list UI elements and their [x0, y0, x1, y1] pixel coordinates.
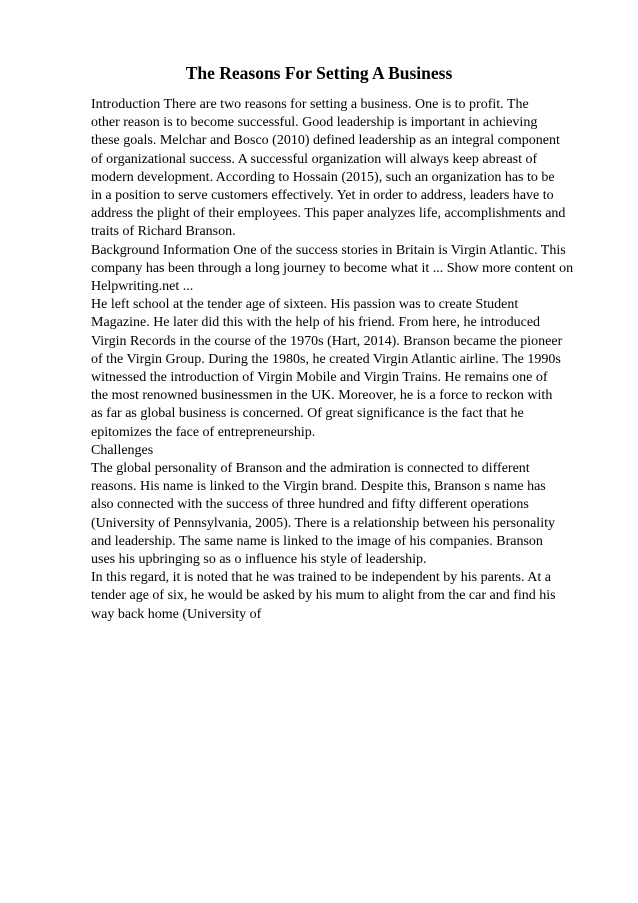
- text-line: uses his upbringing so as o influence his style of leadership.: [91, 552, 427, 568]
- text-line: In this regard, it is noted that he was trained to be independent by his parents. At a: [91, 570, 551, 586]
- document-title: The Reasons For Setting A Business: [185, 63, 453, 83]
- text-line: as far as global business is concerned. Of great significance is the fact that he: [91, 406, 524, 422]
- text-line: the most renowned businessmen in the UK. Moreover, he is a force to reckon with: [91, 388, 553, 404]
- text-line: also connected with the success of three hundred and fifty different operations: [91, 497, 529, 513]
- text-line: these goals. Melchar and Bosco (2010) defined leadership as an integral component: [91, 133, 560, 149]
- text-line: modern development. According to Hossain (2015), such an organization has to be: [91, 169, 555, 185]
- text-line: Virgin Records in the course of the 1970s (Hart, 2014). Branson became the pioneer: [91, 333, 563, 349]
- text-line: company has been through a long journey to become what it ... Show more content on: [91, 260, 574, 276]
- text-line: in a position to serve customers effectively. Yet in order to address, leaders have to: [91, 188, 554, 204]
- text-line: He left school at the tender age of sixteen. His passion was to create Student: [91, 297, 519, 313]
- text-line: traits of Richard Branson.: [91, 224, 236, 240]
- text-line: Introduction There are two reasons for setting a business. One is to profit. The: [91, 97, 529, 112]
- text-line: Magazine. He later did this with the help of his friend. From here, he introduced: [91, 315, 541, 331]
- text-line: other reason is to become successful. Good leadership is important in achieving: [91, 115, 538, 131]
- text-line: reasons. His name is linked to the Virgin brand. Despite this, Branson s name has: [91, 479, 546, 495]
- text-line: of the Virgin Group. During the 1980s, he created Virgin Atlantic airline. The 1990s: [91, 351, 561, 367]
- text-line: and leadership. The same name is linked to the image of his companies. Branson: [91, 533, 543, 549]
- text-line: Helpwriting.net ...: [91, 279, 194, 295]
- text-line: The global personality of Branson and the admiration is connected to different: [91, 461, 530, 477]
- text-line: witnessed the introduction of Virgin Mobile and Virgin Trains. He remains one of: [91, 370, 548, 386]
- text-line: address the plight of their employees. This paper analyzes life, accomplishments and: [91, 206, 566, 222]
- text-line: way back home (University of: [91, 606, 262, 622]
- text-line: Background Information One of the success stories in Britain is Virgin Atlantic. This: [91, 242, 566, 258]
- text-line: of organizational success. A successful organization will always keep abreast of: [91, 151, 538, 167]
- text-line: epitomizes the face of entrepreneurship.: [91, 424, 316, 440]
- text-line: Challenges: [91, 442, 154, 458]
- text-line: (University of Pennsylvania, 2005). There is a relationship between his personality: [91, 515, 555, 531]
- document-body: [91, 96, 611, 624]
- text-line: tender age of six, he would be asked by his mum to alight from the car and find his: [91, 588, 556, 604]
